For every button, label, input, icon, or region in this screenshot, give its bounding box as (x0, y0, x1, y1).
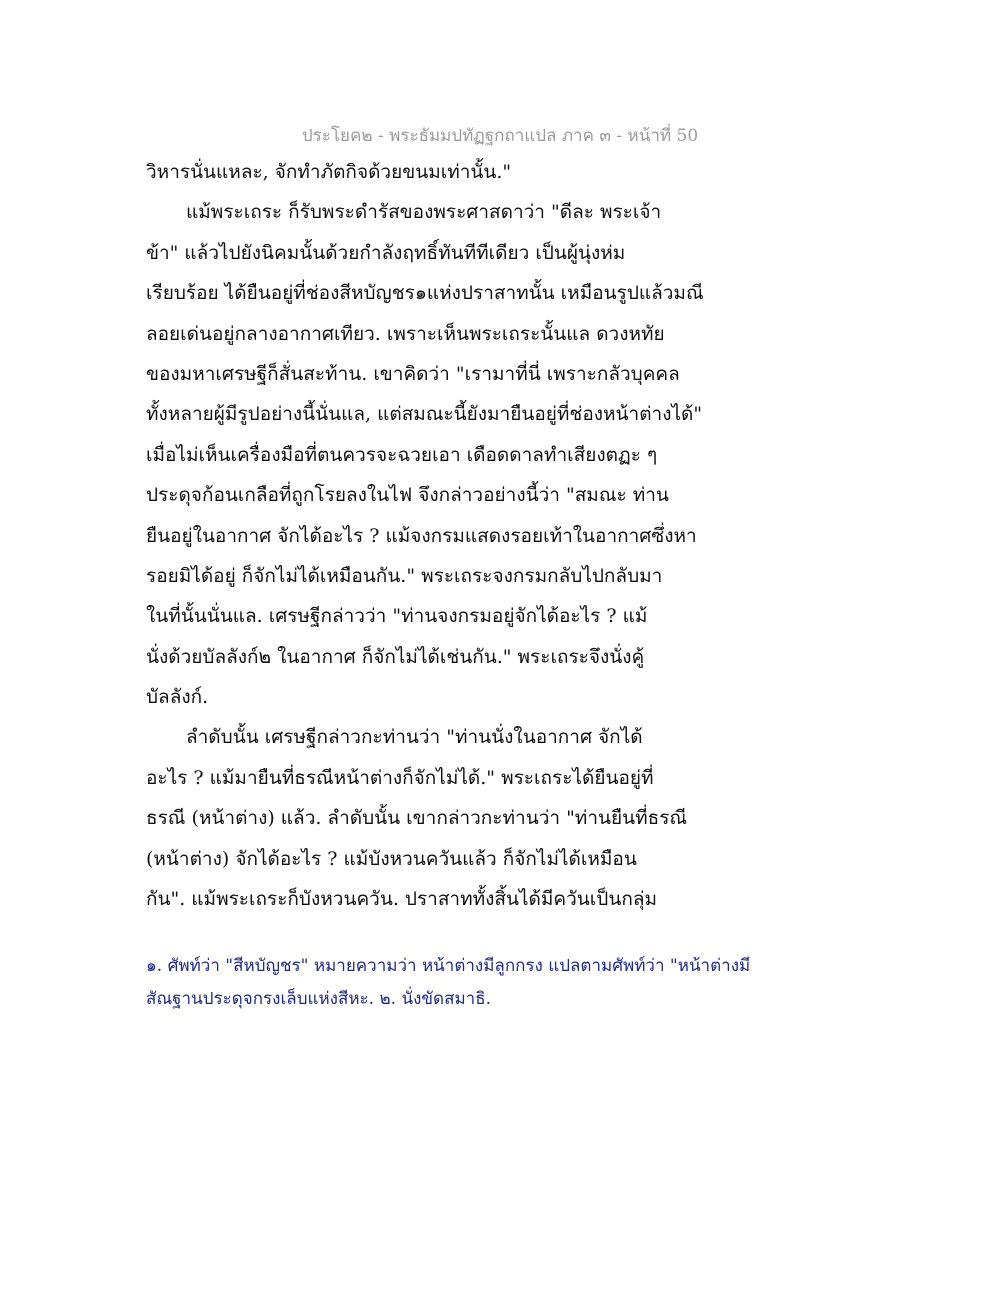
text-line: ในที่นั้นนั่นแล. เศรษฐีกล่าวว่า "ท่านจงกรมอยู่จักได้อะไร ? แม้ (146, 605, 648, 628)
text-line: แม้พระเถระ ก็รับพระดำรัสของพระศาสดาว่า "ดีละ พระเจ้า (186, 201, 662, 224)
text-line: ลอยเด่นอยู่กลางอากาศเทียว. เพราะเห็นพระเถระนั้นแล ดวงหทัย (146, 322, 665, 345)
text-line: วิหารนั่นแหละ, จักทำภัตกิจด้วยขนมเท่านั้น." (146, 161, 512, 183)
text-line: ประดุจก้อนเกลือที่ถูกโรยลงในไฟ จึงกล่าวอย่างนี้ว่า "สมณะ ท่าน (146, 484, 669, 507)
text-line: อะไร ? แม้มายืนที่ธรณีหน้าต่างก็จักไม่ได้." พระเถระได้ยืนอยู่ที่ (146, 766, 654, 789)
text-line: เรียบร้อย ได้ยืนอยู่ที่ช่องสีหบัญชร๑แห่งปราสาทนั้น เหมือนรูปแล้วมณี (146, 282, 704, 305)
footnotes (146, 950, 806, 1016)
text-line: เมื่อไม่เห็นเครื่องมือที่ตนควรจะฉวยเอา เดือดดาลทำเสียงตฏะ ๆ (146, 443, 658, 466)
text-line: ของมหาเศรษฐีก็สั่นสะท้าน. เขาคิดว่า "เรามาที่นี่ เพราะกลัวบุคคล (146, 362, 680, 385)
text-line: (หน้าต่าง) จักได้อะไร ? แม้บังหวนควันแล้ว ก็จักไม่ได้เหมือน (146, 847, 637, 870)
text-line: ข้า" แล้วไปยังนิคมนั้นด้วยกำลังฤทธิ์ทันทีทีเดียว เป็นผู้นุ่งห่ม (146, 241, 626, 264)
text-line: ธรณี (หน้าต่าง) แล้ว. ลำดับนั้น เขากล่าวกะท่านว่า "ท่านยืนที่ธรณี (146, 807, 688, 830)
body-text (146, 152, 726, 919)
footnote-line: สัณฐานประดุจกรงเล็บแห่งสีหะ. ๒. นั่งขัดสมาธิ. (146, 989, 491, 1009)
text-line: บัลลังก์. (146, 686, 209, 709)
page-header: ประโยค๒ - พระธัมมปทัฏฐกถาแปล ภาค ๓ - หน้าที่ 50 (301, 126, 699, 146)
text-line: ทั้งหลายผู้มีรูปอย่างนี้นั่นแล, แต่สมณะนี้ยังมายืนอยู่ที่ช่องหน้าต่างได้" (146, 403, 703, 426)
text-line: ยืนอยู่ในอากาศ จักได้อะไร ? แม้จงกรมแสดงรอยเท้าในอากาศซึ่งหา (146, 524, 697, 547)
text-line: รอยมิได้อยู่ ก็จักไม่ได้เหมือนกัน." พระเถระจงกรมกลับไปกลับมา (146, 564, 663, 587)
text-line: นั่งด้วยบัลลังก์๒ ในอากาศ ก็จักไม่ได้เช่นกัน." พระเถระจึงนั่งคู้ (146, 645, 645, 668)
text-line: ลำดับนั้น เศรษฐีกล่าวกะท่านว่า "ท่านนั่งในอากาศ จักได้ (186, 726, 643, 749)
text-line: กัน". แม้พระเถระก็บังหวนควัน. ปราสาททั้งสิ้นได้มีควันเป็นกลุ่ม (146, 888, 658, 911)
footnote-line: ๑. ศัพท์ว่า "สีหบัญชร" หมายความว่า หน้าต่างมีลูกกรง แปลตามศัพท์ว่า "หน้าต่างมี (146, 956, 751, 976)
